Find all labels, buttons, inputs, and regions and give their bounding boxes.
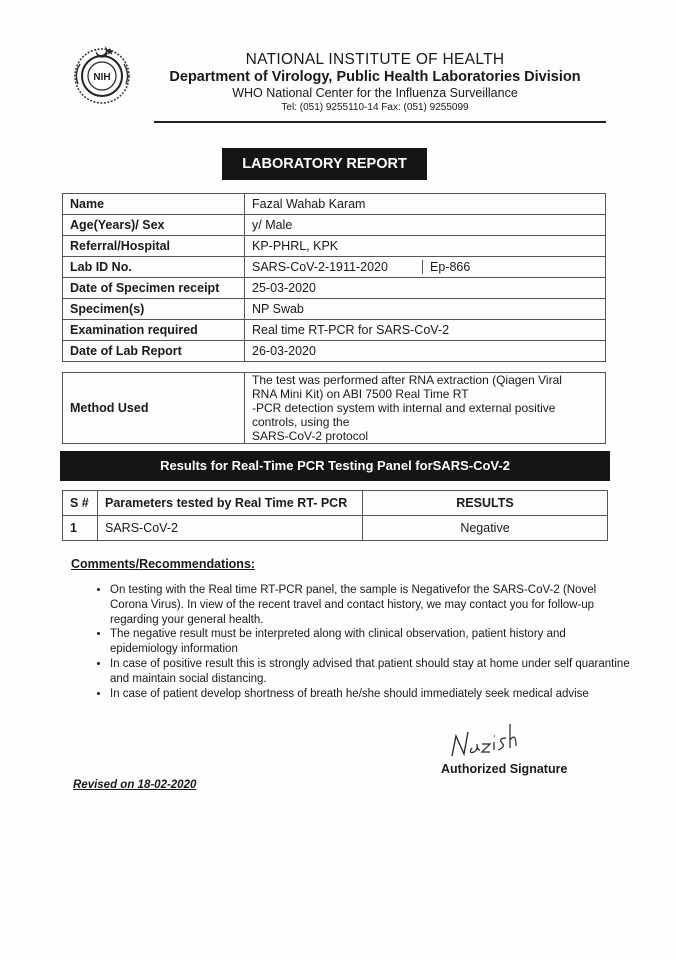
method-line: RNA Mini Kit) on ABI 7500 Real Time RT: [252, 387, 469, 401]
age-label: Age(Years)/ Sex: [63, 215, 245, 236]
center-name: WHO National Center for the Influenza Surveillance: [232, 86, 518, 100]
labid-value-cell: [245, 257, 606, 278]
table-row: [63, 194, 606, 215]
list-item: • In case of positive result this is strongly advised that patient should stay at home under self quarantine and maintain social distancing.: [110, 657, 630, 687]
method-value: [245, 373, 606, 444]
handwritten-signature: [448, 718, 528, 760]
report-date-label: Date of Lab Report: [63, 341, 245, 362]
col-sn-header: S #: [63, 491, 98, 516]
table-row: [63, 257, 606, 278]
row-param: SARS-CoV-2: [98, 516, 363, 541]
table-row: [63, 278, 606, 299]
table-row: [63, 236, 606, 257]
comments-list: [90, 583, 630, 701]
contact-info: Tel: (051) 9255110-14 Fax: (051) 9255099: [281, 102, 469, 113]
row-result: Negative: [363, 516, 608, 541]
specimen-label: Specimen(s): [63, 299, 245, 320]
table-row: [63, 299, 606, 320]
patient-info-table: [62, 193, 606, 362]
labid-label: Lab ID No.: [63, 257, 245, 278]
receipt-value: 25-03-2020: [245, 278, 606, 299]
name-label: Name: [63, 194, 245, 215]
comments-heading: Comments/Recommendations:: [71, 557, 256, 571]
specimen-value: NP Swab: [245, 299, 606, 320]
revised-date: Revised on 18-02-2020: [73, 779, 197, 791]
table-row: [63, 320, 606, 341]
referral-value: KP-PHRL, KPK: [245, 236, 606, 257]
list-item: • The negative result must be interpreted along with clinical observation, patient history and epidemiology information: [110, 627, 630, 657]
table-row: [63, 373, 606, 444]
authorized-signature-label: Authorized Signature: [441, 762, 568, 776]
report-title: LABORATORY REPORT: [222, 148, 427, 180]
exam-value: Real time RT-PCR for SARS-CoV-2: [245, 320, 606, 341]
list-item: • On testing with the Real time RT-PCR panel, the sample is Negativefor the SARS-CoV-2 (Novel Corona Virus). In view of the recent travel and contact history, we may contact you for follow-up regarding your general health.: [110, 583, 630, 627]
nih-logo: [72, 44, 132, 106]
referral-label: Referral/Hospital: [63, 236, 245, 257]
table-row: [63, 516, 608, 541]
method-line: controls, using the: [252, 415, 350, 429]
receipt-label: Date of Specimen receipt: [63, 278, 245, 299]
list-item: • In case of patient develop shortness of breath he/she should immediately seek medical advise: [110, 687, 630, 702]
method-table: [62, 372, 606, 444]
method-line: -PCR detection system with internal and external positive: [252, 401, 556, 415]
age-value: y/ Male: [245, 215, 606, 236]
col-result-header: RESULTS: [363, 491, 608, 516]
method-line: SARS-CoV-2 protocol: [252, 429, 369, 443]
table-row: [63, 341, 606, 362]
results-banner: Results for Real-Time PCR Testing Panel forSARS-CoV-2: [60, 451, 610, 481]
method-line: The test was performed after RNA extraction (Qiagen Viral: [252, 373, 562, 387]
results-table: [62, 490, 608, 541]
header-rule: [154, 121, 606, 123]
table-header-row: [63, 491, 608, 516]
exam-label: Examination required: [63, 320, 245, 341]
labid-value: SARS-CoV-2-1911-2020: [252, 260, 388, 274]
svg-text:NIH: NIH: [93, 72, 111, 83]
method-label: Method Used: [63, 373, 245, 444]
labid-extra: Ep-866: [422, 260, 470, 274]
department-name: Department of Virology, Public Health Laboratories Division: [169, 69, 581, 85]
report-date-value: 26-03-2020: [245, 341, 606, 362]
table-row: [63, 215, 606, 236]
name-value: Fazal Wahab Karam: [245, 194, 606, 215]
row-sn: 1: [63, 516, 98, 541]
col-param-header: Parameters tested by Real Time RT- PCR: [98, 491, 363, 516]
institute-name: NATIONAL INSTITUTE OF HEALTH: [245, 51, 505, 68]
